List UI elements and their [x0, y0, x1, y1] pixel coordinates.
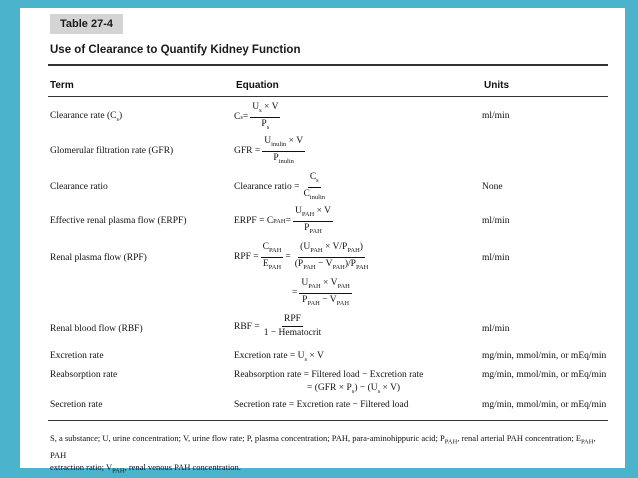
header-equation: Equation [236, 80, 279, 91]
bottom-rule [48, 420, 608, 421]
equation-clearance-ratio: Clearance ratio = $\frac{C_s}{C_{inulin}}$ [234, 172, 326, 201]
units-secretion-rate: mg/min, mmol/min, or mEq/min [482, 400, 607, 410]
units-reabsorption-rate: mg/min, mmol/min, or mEq/min [482, 370, 607, 380]
table-footnote: S, a substance; U, urine concentration; V, urine flow rate; P, plasma concentration; PAH, para-aminohippuric acid; $P_{PAH}$, renal arterial PAH concentration; $E_{PAH}$, PAH extraction ratio; $V_{PAH}$, renal venous PAH concentration. [50, 433, 596, 475]
term-clearance-rate: Clearance rate $(C_s)$ [50, 111, 123, 123]
table-page [20, 8, 625, 475]
equation-secretion-rate: Secretion rate = Excretion rate − Filtered load [234, 400, 409, 410]
title-rule [48, 64, 608, 66]
term-secretion-rate: Secretion rate [50, 400, 103, 410]
term-clearance-ratio: Clearance ratio [50, 182, 108, 192]
units-rpf: ml/min [482, 253, 510, 263]
header-rule [48, 96, 608, 97]
table-tab-label: Table 27-4 [50, 14, 123, 34]
equation-clearance-rate: C s = $\frac{U_s \times V}{P_s}$ [234, 102, 279, 131]
term-excretion-rate: Excretion rate [50, 351, 104, 361]
equation-reabsorption-line1: Reabsorption rate = Filtered load − Excretion rate [234, 370, 424, 380]
equation-erpf: ERPF = C PAH = $\frac{U_{PAH} \times V}{P_{PAH}}$ [234, 206, 332, 235]
equation-rpf-line2: = $\frac{U_{PAH} \times V_{PAH}}{P_{PAH} - V_{PAH}}$ [292, 278, 350, 307]
term-gfr: Glomerular filtration rate (GFR) [50, 146, 174, 156]
equation-rbf: RBF = $\frac{\text{RPF}}{\text{1 − Hematocrit}}$ [234, 314, 322, 338]
equation-excretion-rate: Excretion rate = $U_s \times V$ [234, 351, 324, 363]
equation-rpf-line1: RPF = $\frac{C_{PAH}}{E_{PAH}}$ = $\frac{(U_{PAH} \times V/P_{PAH})}{(P_{PAH} - V_{PAH})/P_{PAH}}$ [234, 242, 369, 271]
equation-reabsorption-line2: = $(GFR \times P_s) - (U_s \times V)$ [307, 383, 401, 395]
term-rpf: Renal plasma flow (RPF) [50, 253, 147, 263]
units-erpf: ml/min [482, 216, 510, 226]
header-term: Term [50, 80, 74, 91]
table-title: Use of Clearance to Quantify Kidney Function [50, 44, 301, 56]
units-clearance-ratio: None [482, 182, 503, 192]
units-excretion-rate: mg/min, mmol/min, or mEq/min [482, 351, 607, 361]
term-rbf: Renal blood flow (RBF) [50, 324, 143, 334]
term-reabsorption-rate: Reabsorption rate [50, 370, 118, 380]
equation-gfr: GFR = $\frac{U_{inulin} \times V}{P_{inulin}}$ [234, 136, 304, 165]
header-units: Units [484, 80, 509, 91]
units-rbf: ml/min [482, 324, 510, 334]
units-clearance-rate: ml/min [482, 111, 510, 121]
term-erpf: Effective renal plasma flow (ERPF) [50, 216, 187, 226]
